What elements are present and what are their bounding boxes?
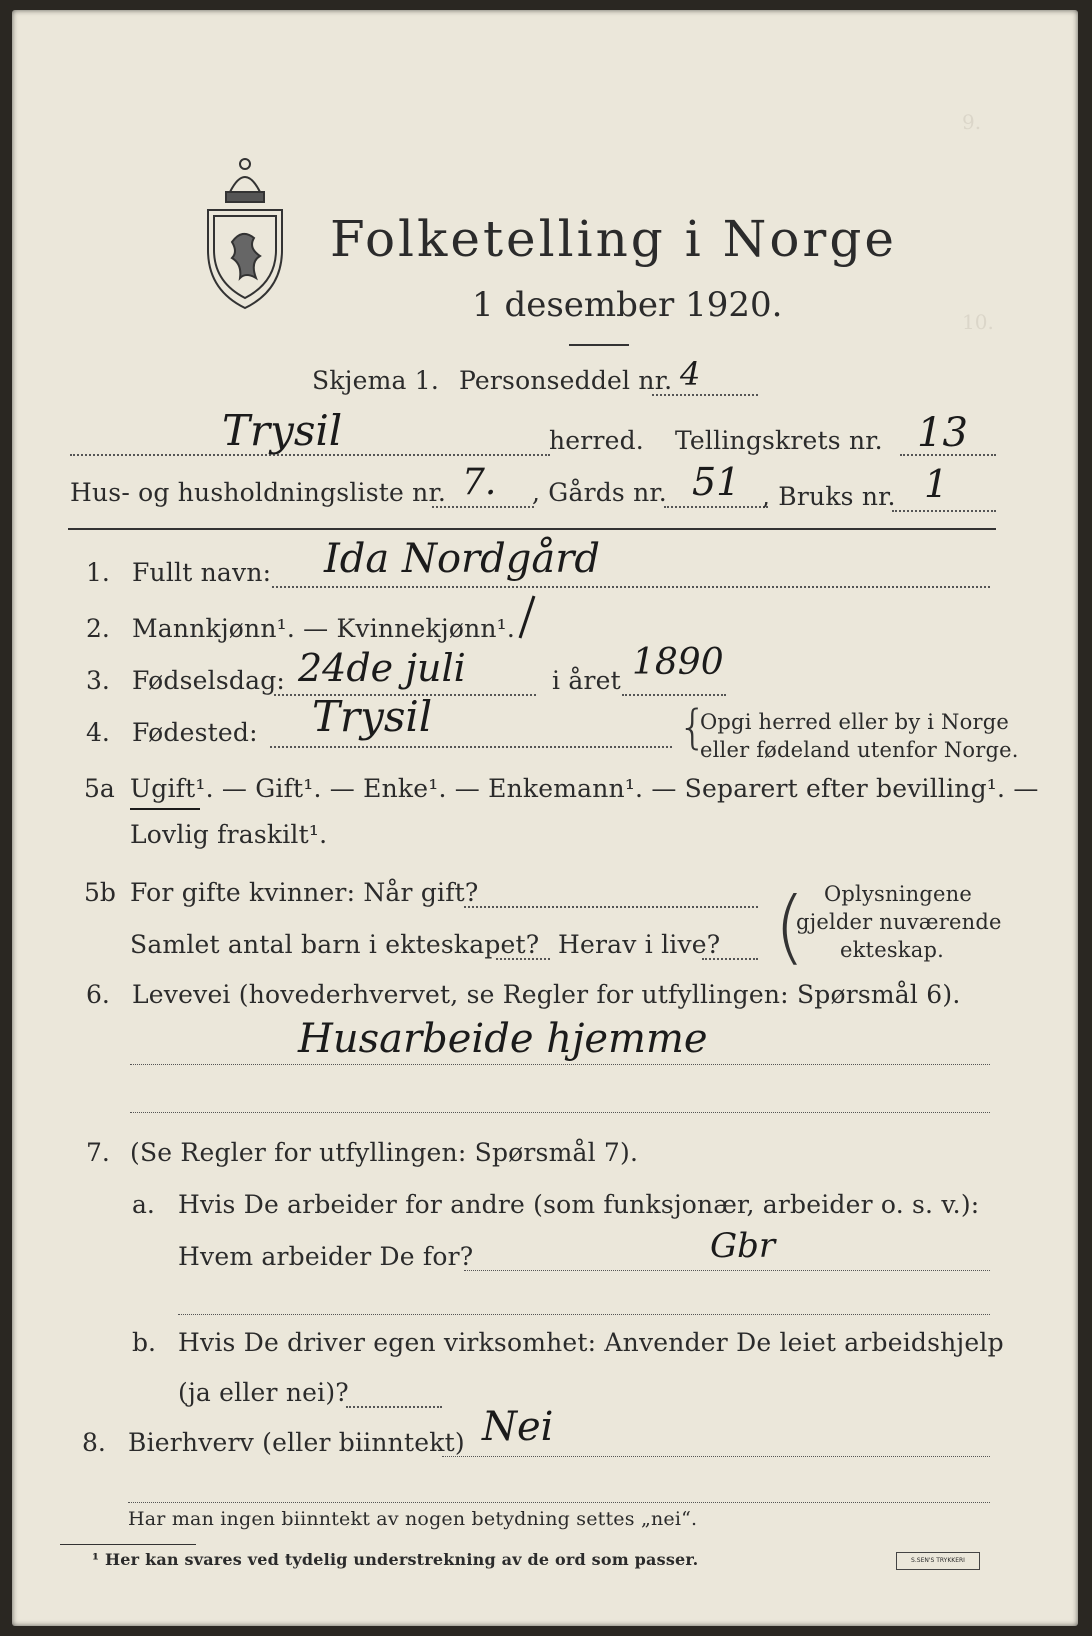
printer-stamp <box>896 1552 980 1570</box>
q5a-line2: Lovlig fraskilt¹. <box>130 820 328 849</box>
form-title: Folketelling i Norge <box>330 210 897 268</box>
dotted-line <box>702 958 758 960</box>
q5b-note-line1: Oplysningene <box>824 882 973 906</box>
answer-line <box>178 1314 990 1315</box>
dotted-line <box>622 694 726 696</box>
gards-value[interactable]: 51 <box>692 460 741 504</box>
q3-label: Fødselsdag: <box>132 666 286 695</box>
q2-check-mark[interactable] <box>512 592 542 642</box>
dotted-line <box>892 510 996 512</box>
personseddel-value[interactable]: 4 <box>680 355 701 393</box>
dotted-line <box>346 1406 442 1408</box>
q7b-line2: (ja eller nei)? <box>178 1378 349 1407</box>
q7a-number: a. <box>132 1190 155 1219</box>
herred-value[interactable]: Trysil <box>222 406 343 455</box>
q5b-note-line3: ekteskap. <box>840 938 944 962</box>
q1-number: 1. <box>86 558 110 587</box>
q5b-line1: For gifte kvinner: Når gift? <box>130 878 479 907</box>
q3-year-value[interactable]: 1890 <box>632 642 724 683</box>
husliste-label: Hus- og husholdningsliste nr. <box>70 478 447 507</box>
husliste-value[interactable]: 7. <box>462 462 497 503</box>
q5b-number: 5b <box>84 878 116 907</box>
q2-number: 2. <box>86 614 110 643</box>
q5b-brace: ( <box>774 880 806 973</box>
dotted-line <box>432 506 534 508</box>
form-date: 1 desember 1920. <box>472 285 783 325</box>
q3-year-label: i året <box>552 666 621 695</box>
dotted-line <box>652 394 758 396</box>
answer-line <box>130 1064 990 1065</box>
q7-label: (Se Regler for utfyllingen: Spørsmål 7). <box>130 1138 639 1167</box>
q5a-line1: Ugift¹. — Gift¹. — Enke¹. — Enkemann¹. — Separert efter bevilling¹. — <box>130 774 1039 803</box>
q6-number: 6. <box>86 980 110 1009</box>
q4-note-line2: eller fødeland utenfor Norge. <box>700 738 1019 762</box>
footnote-divider <box>60 1544 196 1545</box>
q4-brace: { <box>678 700 708 754</box>
dotted-line <box>664 506 768 508</box>
answer-line <box>130 1112 990 1113</box>
title-divider <box>569 344 629 346</box>
q5b-line2a: Samlet antal barn i ekteskapet? <box>130 930 540 959</box>
dotted-line <box>272 586 990 588</box>
q1-value[interactable]: Ida Nordgård <box>324 536 600 582</box>
q3-value[interactable]: 24de juli <box>298 646 466 690</box>
q5b-note-line2: gjelder nuværende <box>796 910 1002 934</box>
q7a-line2: Hvem arbeider De for? <box>178 1242 474 1271</box>
bleed-through: 9. <box>962 110 982 134</box>
q6-value[interactable]: Husarbeide hjemme <box>298 1016 708 1062</box>
answer-line <box>128 1502 990 1503</box>
dotted-line <box>270 746 672 748</box>
q7b-number: b. <box>132 1328 156 1357</box>
gards-label: , Gårds nr. <box>532 478 667 507</box>
coat-of-arms-icon <box>200 152 290 312</box>
q4-note-line1: Opgi herred eller by i Norge <box>700 710 1009 734</box>
q7a-value[interactable]: Gbr <box>710 1226 776 1266</box>
tellingskrets-label: Tellingskrets nr. <box>675 426 883 455</box>
q8-label: Bierhverv (eller biinntekt) <box>128 1428 465 1457</box>
q6-label: Levevei (hovederhvervet, se Regler for utfyllingen: Spørsmål 6). <box>132 980 961 1009</box>
q7b-line1: Hvis De driver egen virksomhet: Anvender De leiet arbeidshjelp <box>178 1328 1004 1357</box>
footnote: ¹ Her kan svares ved tydelig understrekning av de ord som passer. <box>92 1550 699 1569</box>
answer-line <box>442 1456 990 1457</box>
q8-value[interactable]: Nei <box>482 1404 554 1450</box>
answer-line <box>464 1270 990 1271</box>
personseddel-label: Personseddel nr. <box>459 366 673 395</box>
bleed-through: 10. <box>962 310 994 334</box>
bruks-value[interactable]: 1 <box>924 462 949 506</box>
q7a-line1: Hvis De arbeider for andre (som funksjonær, arbeider o. s. v.): <box>178 1190 980 1219</box>
tellingskrets-value[interactable]: 13 <box>917 410 968 456</box>
herred-label: herred. <box>549 426 644 455</box>
dotted-line <box>496 958 550 960</box>
q1-label: Fullt navn: <box>132 558 272 587</box>
q5a-number: 5a <box>84 774 115 803</box>
bruks-label: , Bruks nr. <box>762 482 896 511</box>
q4-number: 4. <box>86 718 110 747</box>
schema-label: Skjema 1. <box>312 366 440 395</box>
q2-label: Mannkjønn¹. — Kvinnekjønn¹. <box>132 614 516 643</box>
q5b-line2b: Herav i live? <box>558 930 721 959</box>
q4-label: Fødested: <box>132 718 258 747</box>
note-bottom: Har man ingen biinntekt av nogen betydning settes „nei“. <box>128 1508 698 1530</box>
q7-number: 7. <box>86 1138 110 1167</box>
printer-stamp-text: S.SEN'S TRYKKERI <box>911 1557 965 1564</box>
q5a-underline-ugift[interactable] <box>130 808 200 810</box>
census-form <box>12 10 1078 1626</box>
q8-number: 8. <box>82 1428 106 1457</box>
dotted-line <box>464 906 758 908</box>
q4-value[interactable]: Trysil <box>312 692 433 741</box>
header-divider <box>68 528 996 530</box>
q3-number: 3. <box>86 666 110 695</box>
